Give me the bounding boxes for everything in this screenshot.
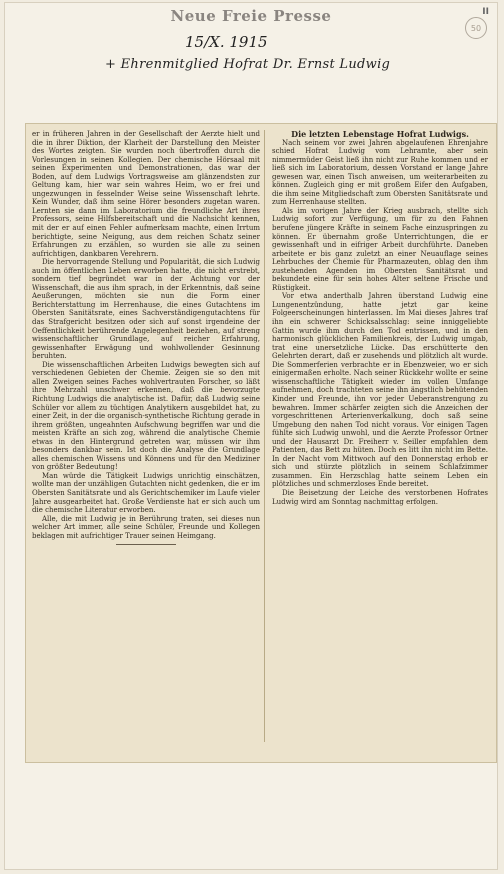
archive-sheet (4, 2, 498, 870)
left-paragraph: er in früheren Jahren in der Gesellschaft der Aerzte hielt und die in ihrer Diktion, der Klarheit der Darstellung den Meister des Wortes zeigten. Sie wurden noch übertroffen durch die Vorlesungen in seinen Kollegien. Der chemische Hörsaal mit seinen Experimenten und Demonstrationen, das war der Boden, auf dem Ludwigs Vortragsweise am glänzendsten zur Geltung kam, hier war sein wahres Heim, wo er frei und ungezwungen in fesselnder Weise seine Wissenschaft lehrte. Kein Wunder, daß ihm seine Hörer besonders zugetan waren. Lernten sie dann im Laboratorium die freundliche Art ihres Professors, seine Hilfsbereitschaft und die Nachsicht kennen, mit der er auf einen Fehler aufmerksam machte, einen Irrtum berichtigte, seine Neigung, aus dem reichen Schatz seiner Erfahrungen zu erzählen, so wurden sie alle zu seinen aufrichtigen, dankbaren Verehrern. (32, 130, 260, 258)
right-paragraph: Nach seinem vor zwei Jahren abgelaufenen Ehrenjahre schied Hofrat Ludwig vom Lehramte, aber sein nimmermüder Geist ließ ihn nicht zur Ruhe kommen und er ließ sich im Laboratorium, dessen Vorstand er lange Jahre gewesen war, einen Tisch anweisen, um weiterarbeiten zu können. Zugleich ging er mit großem Eifer den Aufgaben, die ihm seine Mitgliedschaft zum Obersten Sanitätsrate und zum Herrenhause stellten. (272, 138, 488, 207)
page-number: II (482, 7, 489, 17)
right-paragraph: Als im vorigen Jahre der Krieg ausbrach, stellte sich Ludwig sofort zur Verfügung, um für zu den Fahnen berufene jüngere Kräfte in seinem Fache einzuspringen zu können. Er übernahm große Unterrichtungen, die er gewissenhaft und in eifriger Arbeit durchführte. Daneben arbeitete er bis ganz zuletzt an einer Neuauflage seines Lehrbuches der Chemie für Pharmazeuten, oblag den ihm zustehenden Agenden im Obersten Sanitätsrat und bekundete eine für sein hohes Alter seltene Frische und Rüstigkeit. (272, 206, 488, 292)
left-paragraph: Die wissenschaftlichen Arbeiten Ludwigs bewegten sich auf verschiedenen Gebieten der Chemie. Zeigen sie so den mit allen Zweigen seines Faches wohlvertrauten Forscher, so läßt ihre Mehrzahl unschwer erkennen, daß die bevorzugte Richtung Ludwigs die analytische ist. Dafür, daß Ludwig seine Schüler vor allem zu tüchtigen Analytikern ausgebildet hat, zu einer Zeit, in der die organisch-synthetische Richtung gerade in ihrem größten, ungeahnten Aufschwung begriffen war und die meisten Kräfte an sich zog, während die analytische Chemie etwas in den Hintergrund getreten war, müssen wir ihm besonders dankbar sein. Ist doch die Analyse die Grundlage alles chemischen Wissens und Könnens und für den Mediziner von größter Bedeutung! (32, 360, 260, 472)
left-paragraph: Alle, die mit Ludwig je in Berührung traten, sei dieses nun welcher Art immer, alle seine Schüler, Freunde und Kollegen beklagen mit aufrichtiger Trauer seinen Heimgang. (32, 514, 260, 540)
left-paragraph: Man würde die Tätigkeit Ludwigs unrichtig einschätzen, wollte man der unzähligen Gutachten nicht gedenken, die er im Obersten Sanitätsrate und als Gerichtschemiker im Laufe vieler Jahre ausgearbeitet hat. Große Verdienste hat er sich auch um die chemische Literatur erworben. (32, 471, 260, 515)
right-paragraph: Die Beisetzung der Leiche des verstorbenen Hofrates Ludwig wird am Sonntag nachmittag erfolgen. (272, 488, 488, 506)
article-column-right (272, 130, 488, 750)
archive-stamp: 50 (465, 17, 487, 39)
column-divider (264, 130, 265, 742)
article-column-left (32, 130, 260, 750)
handwritten-date: 15/X. 1915 (185, 33, 268, 51)
article-title: Die letzten Lebenstage Hofrat Ludwigs. (291, 130, 469, 139)
right-paragraph: Vor etwa anderthalb Jahren überstand Ludwig eine Lungenentzündung, hatte jetzt gar keine Folgeerscheinungen hinterlassen. Im Mai dieses Jahres traf ihn ein schwerer Schicksalsschlag: seine inniggeliebte Gattin wurde ihm durch den Tod entrissen, und in den harmonisch glücklichen Familienkreis, der Ludwig umgab, trat eine unersetzliche Lücke. Das erschütterte den Gelehrten derart, daß er zusehends und plötzlich alt wurde. Die Sommerferien verbrachte er in Ebenzweier, wo er sich einigermaßen erholte. Nach seiner Rückkehr wollte er seine wissenschaftliche Tätigkeit wieder im vollen Umfange aufnehmen, doch trachteten seine ihn ängstlich behütenden Kinder und Freunde, ihn vor jeder Ueberanstrengung zu bewahren. Immer schärfer zeigten sich die Anzeichen der vorgeschrittenen Arterienverkalkung, doch saß seine Umgebung den nahen Tod nicht voraus. Vor einigen Tagen fühlte sich Ludwig unwohl, und die Aerzte Professor Ortner und der Hausarzt Dr. Freiherr v. Seiller empfahlen dem Patienten, das Bett zu hüten. Doch es litt ihn nicht im Bette. In der Nacht vom Mittwoch auf den Donnerstag erhob er sich und stürzte plötzlich in seinem Schlafzimmer zusammen. Ein Herzschlag hatte seinem Leben ein plötzliches und schmerzloses Ende bereitet. (272, 292, 488, 489)
handwritten-note: + Ehrenmitglied Hofrat Dr. Ernst Ludwig (105, 57, 391, 72)
end-rule (116, 544, 176, 545)
newspaper-clipping (25, 123, 497, 763)
newspaper-title: Neue Freie Presse (170, 7, 332, 25)
left-paragraph: Die hervorragende Stellung und Popularität, die sich Ludwig auch im öffentlichen Leben erworben hatte, die nicht erstrebt, sondern tief begründet war in der Achtung vor der Wissenschaft, die aus ihm sprach, in der Erkenntnis, daß seine Aeußerungen, möchten sie nun die Form einer Berichterstattung im Herrenhause, die eines Gutachtens im Obersten Sanitätsrate, eines Sachverständigengutachtens für das Strafgericht besitzen oder sich auf sonst irgendeine der Oeffentlichkeit berührende Angelegenheit beziehen, auf streng wissenschaftlicher Grundlage, auf reicher Erfahrung, gewissenhafter Erwägung und wohlwollender Gesinnung beruhten. (32, 258, 260, 361)
